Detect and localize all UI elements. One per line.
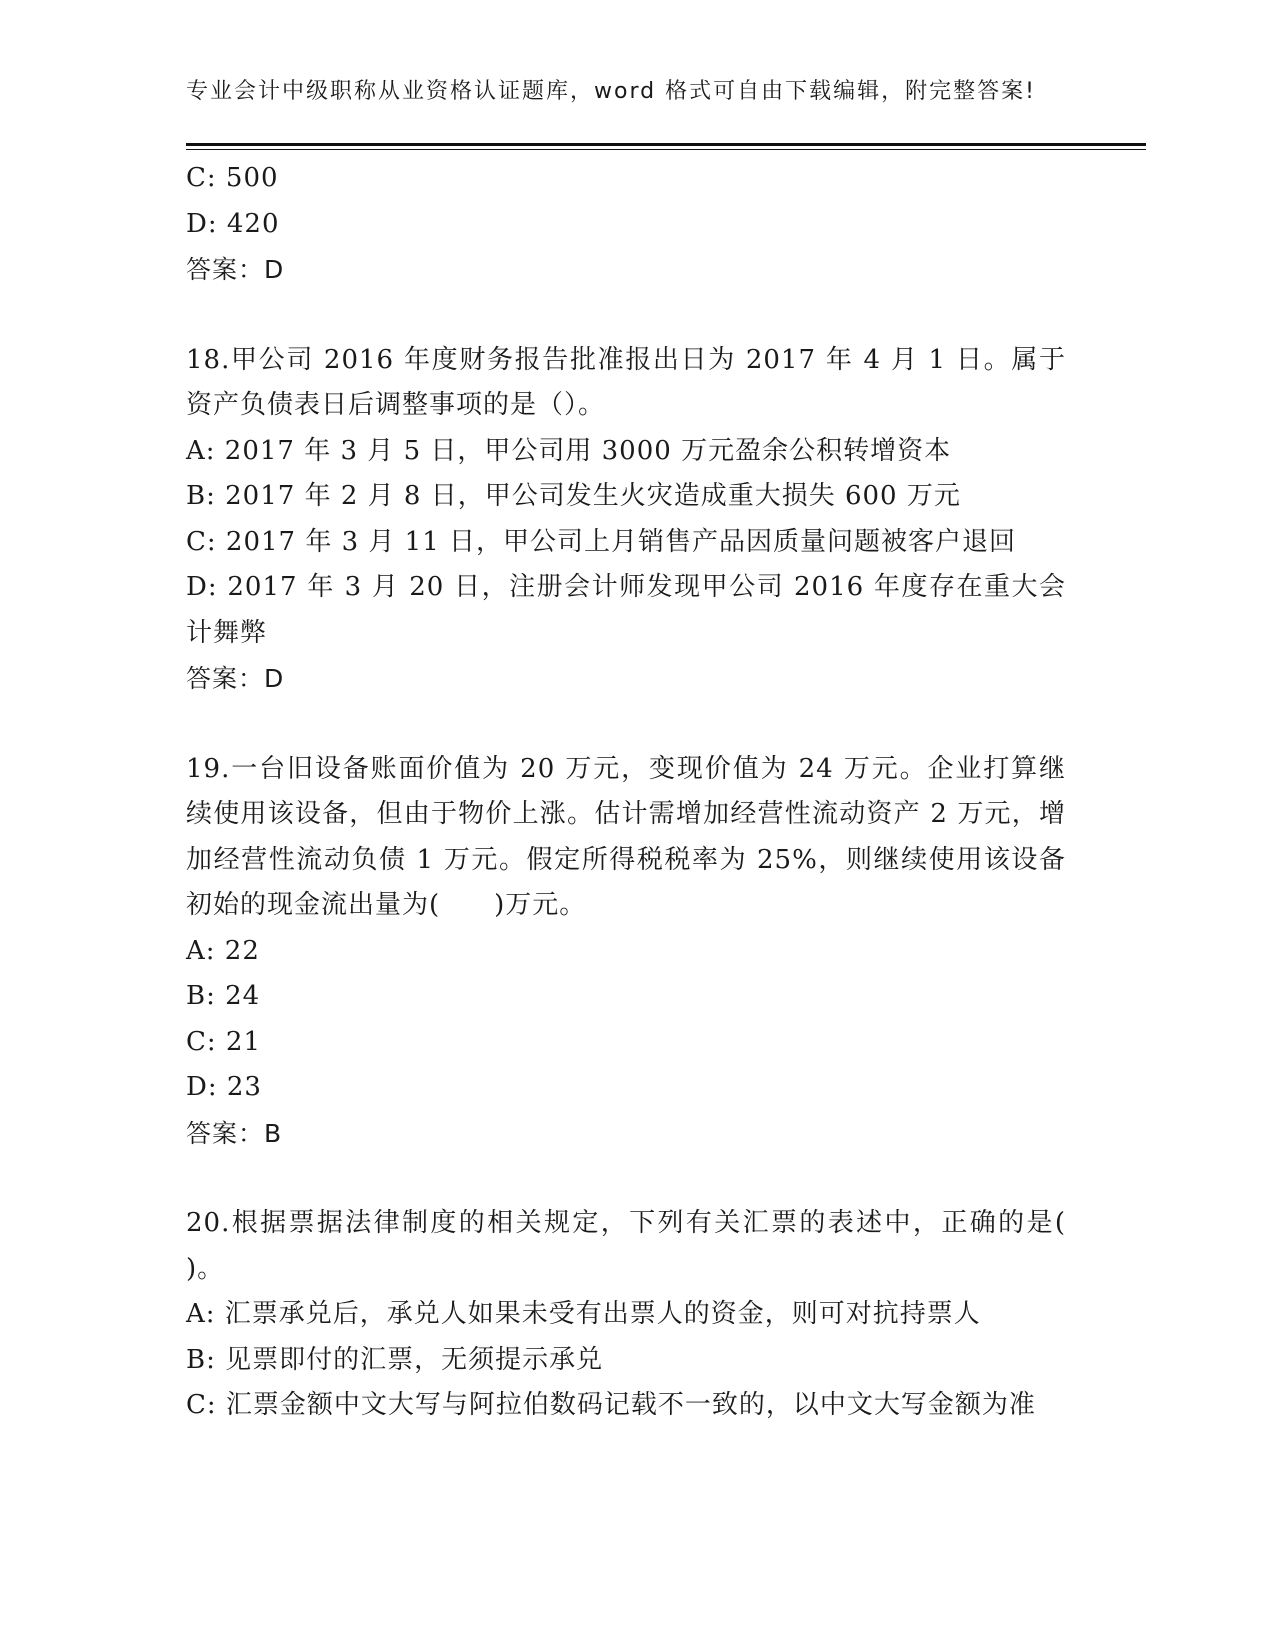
spacer (186, 1156, 1086, 1201)
answer-label: 答案：D (186, 255, 285, 284)
option-a: A: 汇票承兑后，承兑人如果未受有出票人的资金，则可对抗持票人 (186, 1299, 981, 1329)
page-header: 专业会计中级职称从业资格认证题库，word 格式可自由下载编辑，附完整答案! (186, 79, 1036, 104)
option-d: D: 2017 年 3 月 20 日，注册会计师发现甲公司 2016 年度存在重大会计舞弊 (186, 572, 1066, 648)
prev-question-block (186, 156, 1086, 293)
header-rule-thick (186, 143, 1146, 146)
question-18 (186, 338, 1086, 702)
option-d: D: 23 (186, 1072, 262, 1102)
option-c: C: 2017 年 3 月 11 日，甲公司上月销售产品因质量问题被客户退回 (186, 526, 1017, 557)
option-c: C: 21 (186, 1026, 262, 1057)
question-content (186, 156, 1086, 1429)
option-a: A: 2017 年 3 月 5 日，甲公司用 3000 万元盈余公积转增资本 (186, 435, 952, 466)
answer-label: 答案：D (186, 664, 285, 693)
spacer (186, 293, 1086, 338)
option-c: C: 汇票金额中文大写与阿拉伯数码记载不一致的，以中文大写金额为准 (186, 1390, 1036, 1420)
answer-label: 答案：B (186, 1118, 283, 1148)
question-text: 18.甲公司 2016 年度财务报告批准报出日为 2017 年 4 月 1 日。属于资产负债表日后调整事项的是（）。 (186, 344, 1066, 420)
question-19 (186, 747, 1086, 1157)
option-d: D: 420 (186, 208, 280, 239)
question-text: 19.一台旧设备账面价值为 20 万元，变现价值为 24 万元。企业打算继续使用该设备，但由于物价上涨。估计需增加经营性流动资产 2 万元，增加经营性流动负债 1 万元。假定所得税税率为 25%，则继续使用该设备初始的现金流出量为( )万元。 (186, 753, 1066, 920)
header-rule-thin (186, 149, 1146, 150)
option-b: B: 见票即付的汇票，无须提示承兑 (186, 1344, 604, 1375)
option-a: A: 22 (186, 935, 260, 966)
option-b: B: 2017 年 2 月 8 日，甲公司发生火灾造成重大损失 600 万元 (186, 481, 961, 511)
question-text: 20.根据票据法律制度的相关规定，下列有关汇票的表述中，正确的是( )。 (186, 1208, 1066, 1284)
question-20 (186, 1201, 1086, 1429)
option-b: B: 24 (186, 981, 261, 1011)
spacer (186, 702, 1086, 747)
option-c: C: 500 (186, 163, 279, 193)
